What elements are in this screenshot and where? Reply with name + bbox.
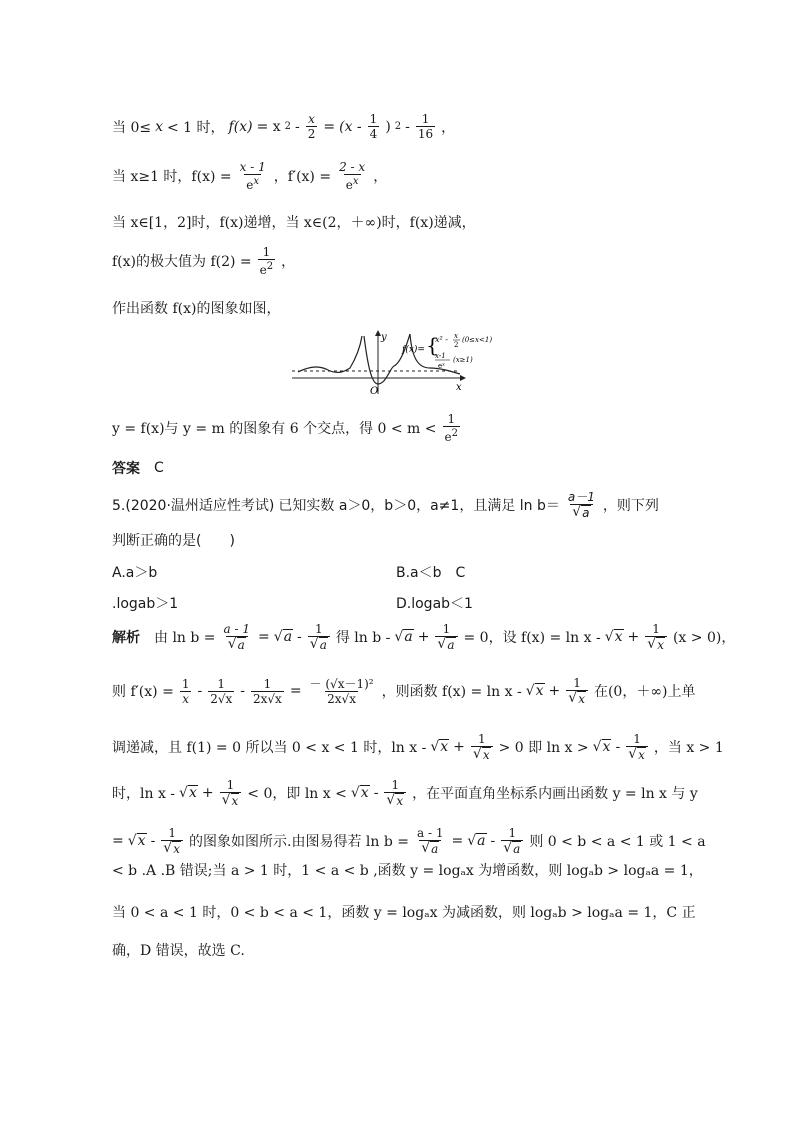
text: 当 x∈[1，2]时，f(x)递增，当 x∈(2，＋∞)时，f(x)递减， xyxy=(112,215,476,231)
answer-line xyxy=(112,458,164,478)
question-number: 5.(2020·温州适应性考试) xyxy=(112,498,275,514)
option-d: D.logab＜1 xyxy=(396,596,473,612)
den: x xyxy=(482,748,490,762)
text: = xyxy=(258,629,270,645)
den: x xyxy=(638,748,645,762)
fraction: 1 √ x xyxy=(384,778,406,808)
num: 1 xyxy=(226,778,235,792)
text: 调递减，且 f(1) = 0 所以当 0 < x < 1 时，ln x - xyxy=(112,740,427,756)
text: - xyxy=(150,833,156,849)
answer-value: C xyxy=(154,460,164,476)
num: 1 xyxy=(421,112,430,126)
text: ， xyxy=(441,119,456,136)
text: 2 xyxy=(284,121,292,132)
num: 2 - x xyxy=(339,160,366,174)
den: a xyxy=(582,506,590,520)
text: < b .A .B 错误;当 a > 1 时，1 < a < b ,函数 y = logₐx 为增函数，则 logₐb > logₐa = 1， xyxy=(112,863,703,879)
brace: { xyxy=(426,333,439,357)
text: = xyxy=(112,833,124,849)
solution-7 xyxy=(112,902,696,922)
text: f(x)的极大值为 f(2) = xyxy=(112,254,252,270)
text: - xyxy=(297,629,302,645)
origin-label: O xyxy=(370,386,379,397)
num: 1 xyxy=(633,732,641,746)
curve-left xyxy=(298,336,362,372)
text: 当 0≤ xyxy=(112,119,152,136)
text: + xyxy=(627,629,640,645)
piece2-den: eˣ xyxy=(438,362,446,370)
line-4 xyxy=(112,245,295,277)
solution-5 xyxy=(112,826,706,856)
fraction xyxy=(368,112,380,141)
den: a xyxy=(513,842,521,856)
num: 1 xyxy=(217,676,226,691)
text: 判断正确的是( ) xyxy=(112,533,235,549)
num: 1 xyxy=(508,826,517,840)
fraction xyxy=(238,160,268,192)
text: 当 0 < a < 1 时，0 < b < a < 1，函数 y = logₐx 为减函数，则 logₐb > logₐa = 1，C 正 xyxy=(112,905,696,921)
fraction xyxy=(180,677,192,706)
fraction xyxy=(258,245,275,277)
y-axis-label: y xyxy=(381,332,387,343)
text: - xyxy=(197,683,203,699)
fraction: 1 √ a xyxy=(501,826,523,856)
fraction: 1 √ x xyxy=(161,826,183,856)
fx-label: f(x)= xyxy=(402,345,425,355)
num: － (√x－1)² xyxy=(309,676,374,691)
text: = xyxy=(323,118,336,135)
line-3 xyxy=(112,212,476,232)
text: 则 0 < b < a < 1 或 1 < a xyxy=(529,834,706,850)
text: < 0，即 ln x < xyxy=(247,786,347,802)
num: 1 xyxy=(477,732,486,746)
den: e xyxy=(345,178,353,192)
text: ，当 x > 1 xyxy=(653,740,724,756)
den: x xyxy=(396,794,404,808)
num: 1 xyxy=(262,245,271,259)
piece1-cond: (0≤x<1) xyxy=(462,336,493,344)
den: 2√x xyxy=(210,691,233,706)
sqrt-a: √ a xyxy=(467,833,486,849)
text: - xyxy=(615,739,621,755)
sqrt-x: √ x xyxy=(604,629,623,645)
option-c: .logab＞1 xyxy=(112,596,179,612)
text: ，f′(x) = xyxy=(273,169,332,185)
fraction xyxy=(416,112,435,141)
text: (x - xyxy=(339,118,362,135)
solution-2 xyxy=(112,676,695,706)
text: - xyxy=(405,118,410,135)
num: 1 xyxy=(573,676,581,690)
text: - xyxy=(240,683,245,699)
den: x xyxy=(173,842,180,856)
fraction: a - 1 √ a xyxy=(223,622,251,652)
option-a: A.a＞b xyxy=(112,565,158,581)
den: x xyxy=(231,794,239,808)
text: x xyxy=(155,118,163,135)
text: (x > 0)， xyxy=(672,630,736,646)
fraction xyxy=(308,677,376,706)
num: 1 xyxy=(447,412,456,426)
den: x xyxy=(657,638,664,652)
den-sup: x xyxy=(352,176,359,187)
text: ，在平面直角坐标系内画出函数 y = ln x 与 y xyxy=(412,786,698,802)
sqrt-x: √ x xyxy=(127,833,146,849)
den: e xyxy=(444,430,452,444)
den: x xyxy=(578,692,585,706)
text: 的图象如图所示.由图易得若 ln b = xyxy=(189,834,409,850)
solution-1 xyxy=(112,622,735,652)
text: - xyxy=(295,118,300,135)
num: 1 xyxy=(442,622,451,636)
text: ) xyxy=(385,118,391,135)
text: 2 xyxy=(394,121,402,132)
sqrt-x: √ x xyxy=(592,739,611,755)
text: + xyxy=(417,629,430,645)
text: - xyxy=(373,785,379,801)
text: + xyxy=(201,785,214,801)
num: a - 1 xyxy=(417,826,444,840)
text: > 0 即 ln x > xyxy=(498,740,589,756)
fraction: 1 √ x xyxy=(220,778,242,808)
text: = 0，设 f(x) = ln x - xyxy=(463,630,601,646)
line-6 xyxy=(112,412,462,444)
text: ， xyxy=(373,169,388,185)
line-5 xyxy=(112,298,280,318)
den: e xyxy=(259,263,267,277)
piece1: x² - xyxy=(435,335,448,344)
x-axis-arrow xyxy=(460,375,466,381)
sqrt-a: √ a xyxy=(394,629,413,645)
question-5-cont xyxy=(112,530,235,550)
function-graph xyxy=(290,328,510,398)
text: - xyxy=(490,833,496,849)
solution-8 xyxy=(112,940,245,960)
sqrt-x: √ x xyxy=(525,683,544,699)
fraction: 1 √ a xyxy=(435,622,457,652)
den: a xyxy=(431,842,439,856)
fraction xyxy=(208,677,234,706)
solution-4 xyxy=(112,778,698,808)
den-sup: x xyxy=(253,176,260,187)
line-1 xyxy=(112,112,455,141)
num: a－1 xyxy=(567,490,595,504)
fraction: 1 √ x xyxy=(645,622,667,652)
text: < 1 时， xyxy=(167,119,225,136)
den: 16 xyxy=(417,127,434,141)
num: 1 xyxy=(369,112,378,126)
text: 确，D 错误，故选 C. xyxy=(112,943,245,959)
fraction: a－1 √ a xyxy=(567,490,595,520)
den: 4 xyxy=(369,127,378,141)
num: 1 xyxy=(315,622,323,636)
piece1-den: 2 xyxy=(454,341,459,349)
text: f(x) xyxy=(228,118,253,135)
curve-parabola xyxy=(364,334,410,384)
den: a xyxy=(319,638,327,652)
den-sup: 2 xyxy=(451,428,458,439)
den: 2x√x xyxy=(327,691,356,706)
num: 1 xyxy=(168,826,176,840)
den: a xyxy=(237,638,245,652)
text: = xyxy=(451,833,464,849)
fraction: 1 √ x xyxy=(626,732,648,762)
text: 由 ln b = xyxy=(154,630,216,646)
text: ，则下列 xyxy=(602,498,659,514)
den: a xyxy=(447,638,455,652)
text: 时，ln x - xyxy=(112,786,176,802)
sqrt-x: √ x xyxy=(430,739,449,755)
fraction: 1 √ x xyxy=(566,676,588,706)
fraction: 1 √ x xyxy=(471,732,493,762)
num: 1 xyxy=(181,676,190,691)
sqrt-x: √ x xyxy=(350,785,369,801)
num: x xyxy=(308,112,315,126)
num: 1 xyxy=(391,778,400,792)
solution-6 xyxy=(112,860,703,880)
num: 1 xyxy=(263,676,272,691)
text: 作出函数 f(x)的图象如图， xyxy=(112,301,281,317)
num: a - 1 xyxy=(223,622,251,636)
fraction xyxy=(337,160,367,192)
fraction: 1 √ a xyxy=(308,622,330,652)
text: + xyxy=(453,739,465,755)
question-5 xyxy=(112,490,659,520)
fraction xyxy=(251,677,284,706)
x-axis-label: x xyxy=(456,382,462,393)
piece2-num: x-1 xyxy=(435,352,446,360)
line-2 xyxy=(112,160,387,192)
option-b: B.a＜b C xyxy=(396,565,466,581)
text: 已知实数 a＞0，b＞0，a≠1，且满足 ln b＝ xyxy=(278,498,560,514)
fraction xyxy=(306,112,318,141)
text: y = f(x)与 y = m 的图象有 6 个交点，得 0 < m < xyxy=(112,421,437,437)
text: ，则函数 f(x) = ln x - xyxy=(381,684,522,700)
den: 2x√x xyxy=(252,691,282,706)
text: 在(0，＋∞)上单 xyxy=(593,684,696,700)
num: x - 1 xyxy=(239,160,266,174)
sqrt-x: √ x xyxy=(179,785,197,801)
fraction: a - 1 √ a xyxy=(417,826,444,856)
solution-3 xyxy=(112,732,724,762)
fraction xyxy=(443,412,460,444)
text: ， xyxy=(281,254,296,270)
text: 当 x≥1 时，f(x) = xyxy=(112,169,232,185)
text: + xyxy=(548,683,561,699)
solution-label: 解析 xyxy=(112,630,140,646)
text: 则 f′(x) = xyxy=(112,684,174,700)
text: = x xyxy=(256,118,281,135)
den: 2 xyxy=(307,127,316,141)
piece1-num: x xyxy=(454,332,458,340)
den: x xyxy=(182,691,190,706)
num: 1 xyxy=(652,622,660,636)
piece2-cond: (x≥1) xyxy=(453,356,473,364)
den-sup: 2 xyxy=(266,261,274,272)
den: e xyxy=(246,178,254,192)
answer-label: 答案 xyxy=(112,461,140,477)
text: 得 ln b - xyxy=(335,630,391,646)
text: = xyxy=(289,683,302,699)
sqrt-a: √ a xyxy=(273,629,293,645)
